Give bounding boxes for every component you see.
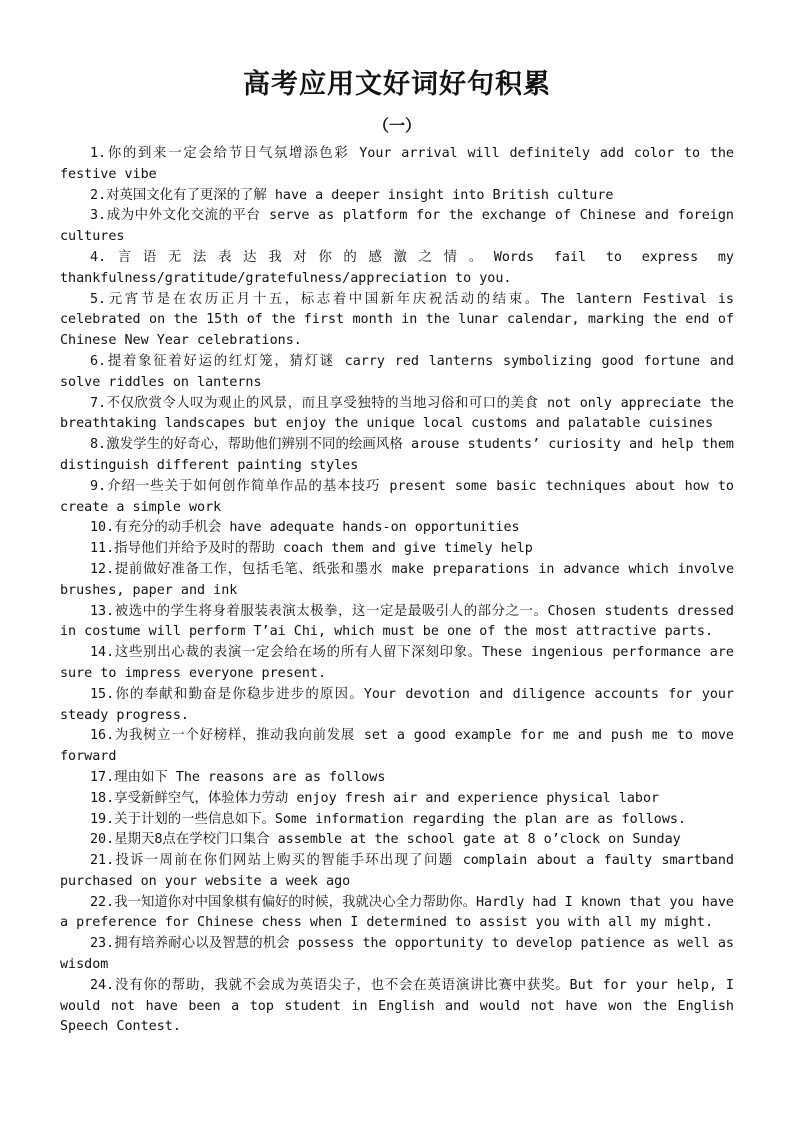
phrase-item-24: 24.没有你的帮助，我就不会成为英语尖子，也不会在英语演讲比赛中获奖。But for your help, I would not have been a top student in English and would not have won the English Speech Contest. [60,977,734,1035]
phrase-item-1: 1.你的到来一定会给节日气氛增添色彩 Your arrival will definitely add color to the festive vibe [60,146,734,182]
phrase-item-18: 18.享受新鲜空气，体验体力劳动 enjoy fresh air and experience physical labor [90,790,660,806]
section-subtitle: （一） [372,116,421,135]
phrase-item-16: 16.为我树立一个好榜样，推动我向前发展 set a good example for me and push me to move forward [60,728,734,765]
phrase-item-22: 22.我一知道你对中国象棋有偏好的时候，我就决心全力帮助你。Hardly had I known that you have a preference for Chinese chess when I determined to assist you with all my might. [60,894,734,931]
phrase-item-17: 17.理由如下 The reasons are as follows [90,769,386,785]
phrase-item-20: 20.星期天8点在学校门口集合 assemble at the school gate at 8 o’clock on Sunday [90,832,681,848]
phrase-item-19: 19.关于计划的一些信息如下。Some information regarding the plan are as follows. [90,811,687,827]
phrase-item-12: 12.提前做好准备工作，包括毛笔、纸张和墨水 make preparations in advance which involve brushes, paper and ink [60,561,734,598]
phrase-item-13: 13.被选中的学生将身着服装表演太极拳，这一定是最吸引人的部分之一。Chosen students dressed in costume will perform T’ai Chi, which must be one of the most attractive parts. [60,603,734,640]
phrase-item-21: 21.投诉一周前在你们网站上购买的智能手环出现了问题 complain about a faulty smartband purchased on your website a week ago [60,853,734,889]
phrase-item-2: 2.对英国文化有了更深的了解 have a deeper insight into British culture [90,187,614,203]
phrase-item-3: 3.成为中外文化交流的平台 serve as platform for the exchange of Chinese and foreign cultures [60,208,734,245]
phrase-item-10: 10.有充分的动手机会 have adequate hands-on opportunities [90,520,520,536]
phrase-item-15: 15.你的奉献和勤奋是你稳步进步的原因。Your devotion and diligence accounts for your steady progress. [60,686,734,723]
phrase-item-4: 4.言语无法表达我对你的感激之情。Words fail to express my thankfulness/gratitude/gratefulness/appreciation to you. [60,249,734,286]
phrase-list [60,144,734,1038]
phrase-item-7: 7.不仅欣赏令人叹为观止的风景，而且享受独特的当地习俗和可口的美食 not only appreciate the breathtaking landscapes but enjoy the unique local customs and palatable cuisines [60,395,734,432]
phrase-item-6: 6.提着象征着好运的红灯笼，猜灯谜 carry red lanterns symbolizing good fortune and solve riddles on lanterns [60,353,734,390]
phrase-item-5: 5.元宵节是在农历正月十五，标志着中国新年庆祝活动的结束。The lantern Festival is celebrated on the 15th of the first month in the lunar calendar, marking the end of Chinese New Year celebrations. [60,291,734,349]
phrase-item-14: 14.这些别出心裁的表演一定会给在场的所有人留下深刻印象。These ingenious performance are sure to impress everyone present. [60,645,734,681]
phrase-item-8: 8.激发学生的好奇心，帮助他们辨别不同的绘画风格 arouse students’ curiosity and help them distinguish different painting styles [60,437,734,473]
phrase-item-23: 23.拥有培养耐心以及智慧的机会 possess the opportunity to develop patience as well as wisdom [60,936,734,973]
phrase-item-9: 9.介绍一些关于如何创作简单作品的基本技巧 present some basic techniques about how to create a simple work [60,478,734,515]
page-title: 高考应用文好词好句积累 [243,69,551,100]
phrase-item-11: 11.指导他们并给予及时的帮助 coach them and give timely help [90,541,533,557]
